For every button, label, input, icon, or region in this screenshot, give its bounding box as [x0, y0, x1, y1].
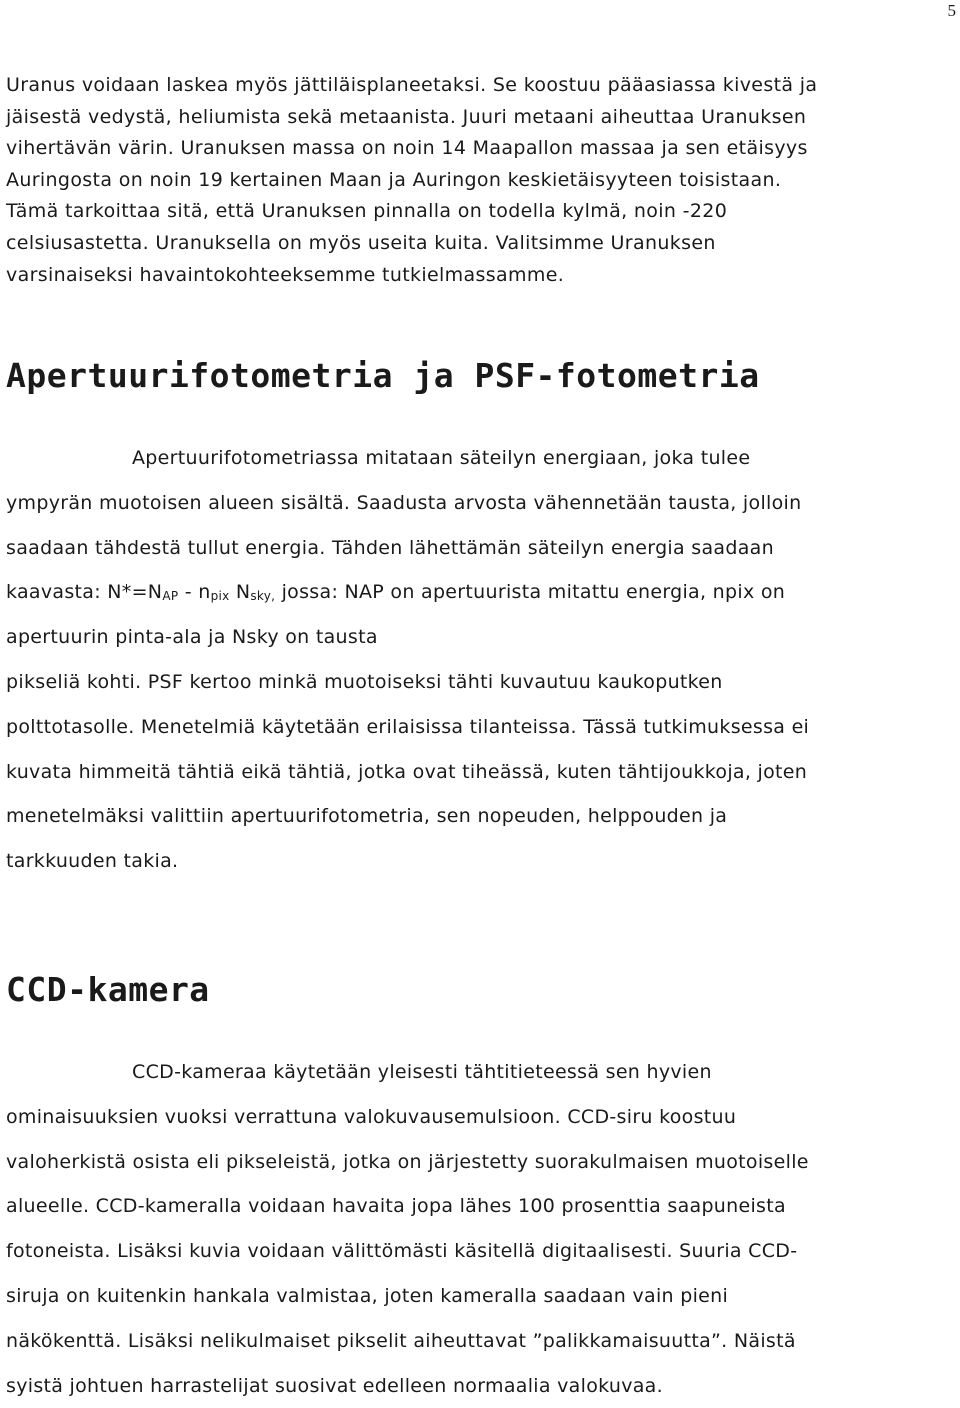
text-line: kuvata himmeitä tähtiä eikä tähtiä, jotka ovat tiheässä, kuten tähtijoukkoja, joten	[6, 760, 808, 783]
text-line: polttotasolle. Menetelmiä käytetään erilaisissa tilanteissa. Tässä tutkimuksessa ei	[6, 715, 810, 738]
formula-minus: - n	[178, 581, 211, 604]
subscript-sky: sky,	[250, 589, 276, 604]
text-line: vihertävän värin. Uranuksen massa on noin 14 Maapallon massaa ja sen etäisyys	[6, 137, 808, 160]
photometry-paragraph	[6, 436, 946, 884]
formula-n-sky: N	[229, 581, 251, 604]
formula-line	[6, 570, 946, 615]
text-line: Tämä tarkoittaa sitä, että Uranuksen pinnalla on todella kylmä, noin -220	[6, 200, 728, 223]
text-line: siruja on kuitenkin hankala valmistaa, joten kameralla saadaan vain pieni	[6, 1284, 729, 1307]
text-line: Auringosta on noin 19 kertainen Maan ja Auringon keskietäisyyteen toisistaan.	[6, 168, 782, 191]
text-line: ominaisuuksien vuoksi verrattuna valokuvausemulsioon. CCD-siru koostuu	[6, 1105, 737, 1128]
formula-suffix: jossa: NAP on apertuurista mitattu energia, npix on	[275, 581, 786, 604]
formula-prefix: kaavasta: N*=N	[6, 581, 163, 604]
text-line: fotoneista. Lisäksi kuvia voidaan välittömästi käsitellä digitaalisesti. Suuria CCD-	[6, 1240, 798, 1263]
text-line: alueelle. CCD-kameralla voidaan havaita jopa lähes 100 prosenttia saapuneista	[6, 1195, 786, 1218]
text-line: tarkkuuden takia.	[6, 850, 179, 873]
intro-paragraph	[6, 70, 946, 291]
ccd-paragraph	[6, 1050, 946, 1408]
text-line: näkökenttä. Lisäksi nelikulmaiset pikselit aiheuttavat ”palikkamaisuutta”. Näistä	[6, 1329, 796, 1352]
section-heading-photometry: Apertuurifotometria ja PSF-fotometria	[6, 356, 760, 395]
text-line: saadaan tähdestä tullut energia. Tähden lähettämän säteilyn energia saadaan	[6, 536, 774, 559]
text-line: Uranus voidaan laskea myös jättiläisplaneetaksi. Se koostuu pääasiassa kivestä ja	[6, 74, 818, 96]
text-line: syistä johtuen harrastelijat suosivat edelleen normaalia valokuvaa.	[6, 1374, 663, 1397]
subscript-pix: pix	[210, 589, 230, 604]
text-line: celsiusastetta. Uranuksella on myös useita kuita. Valitsimme Uranuksen	[6, 231, 716, 254]
text-line: ympyrän muotoisen alueen sisältä. Saadusta arvosta vähennetään tausta, jolloin	[6, 491, 802, 514]
text-line: pikseliä kohti. PSF kertoo minkä muotoiseksi tähti kuvautuu kaukoputken	[6, 670, 723, 693]
page-number: 5	[947, 1, 956, 20]
text-line: jäisestä vedystä, heliumista sekä metaanista. Juuri metaani aiheuttaa Uranuksen	[6, 105, 807, 128]
text-line: varsinaiseksi havaintokohteeksemme tutkielmassamme.	[6, 263, 565, 286]
subscript-ap: AP	[162, 589, 179, 604]
text-line: CCD-kameraa käytetään yleisesti tähtitieteessä sen hyvien	[132, 1061, 712, 1083]
text-line: apertuurin pinta-ala ja Nsky on tausta	[6, 626, 378, 649]
text-line: Apertuurifotometriassa mitataan säteilyn energiaan, joka tulee	[132, 447, 751, 469]
text-line: valoherkistä osista eli pikseleistä, jotka on järjestetty suorakulmaisen muotoiselle	[6, 1150, 809, 1173]
section-heading-ccd: CCD-kamera	[6, 970, 210, 1009]
text-line: menetelmäksi valittiin apertuurifotometria, sen nopeuden, helppouden ja	[6, 805, 728, 828]
